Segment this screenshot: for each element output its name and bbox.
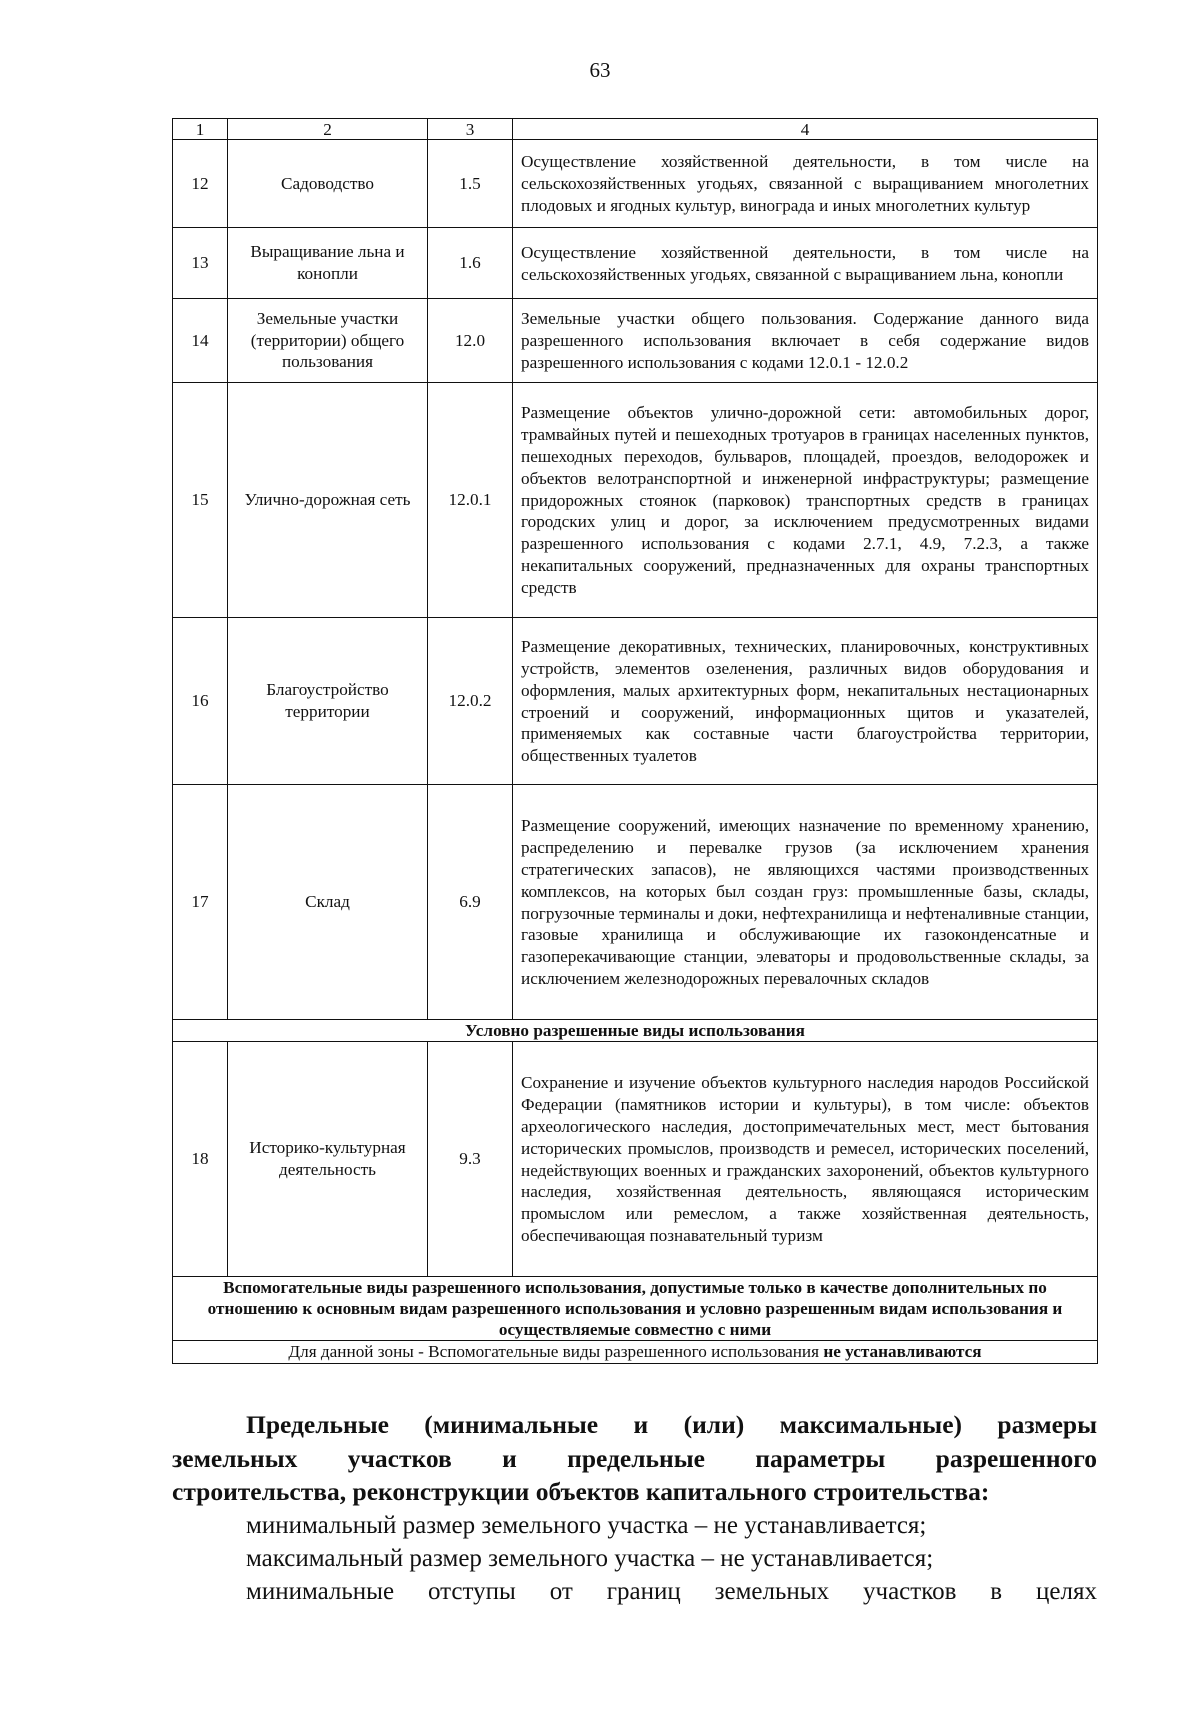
row-number: 13: [173, 228, 228, 299]
table-row: [173, 618, 1098, 785]
use-description: Размещение сооружений, имеющих назначение по временному хранению, распределению и перевалке грузов (за исключением хранения стратегических запасов), не являющихся частями производственных комплексов, на которых был создан груз: промышленные базы, склады, погрузочные терминалы и доки, нефтехранилища и нефтеналивные станции, газовые хранилища и обслуживающие их газоконденсатные и газоперекачивающие станции, элеваторы и продовольственные склады, за исключением железнодорожных перевалочных складов: [513, 785, 1098, 1020]
use-code: 1.5: [428, 140, 513, 228]
text-line: минимальный размер земельного участка – не устанавливается;: [246, 1511, 927, 1539]
use-description: Осуществление хозяйственной деятельности, в том числе на сельскохозяйственных угодьях, связанной с выращиванием льна, конопли: [513, 228, 1098, 299]
use-description: Осуществление хозяйственной деятельности, в том числе на сельскохозяйственных угодьях, связанной с выращиванием многолетних плодовых и ягодных культур, винограда и иных многолетних культур: [513, 140, 1098, 228]
use-code: 1.6: [428, 228, 513, 299]
use-code: 6.9: [428, 785, 513, 1020]
use-description: Сохранение и изучение объектов культурного наследия народов Российской Федерации (памятников истории и культуры), в том числе: объектов археологического наследия, достопримечательных мест, мест бытования исторических промыслов, производств и ремесел, исторических поселений, недействующих военных и гражданских захоронений, объектов культурного наследия, хозяйственная деятельность, являющаяся историческим промыслом или ремеслом, а также хозяйственная деятельность, обеспечивающая познавательный туризм: [513, 1042, 1098, 1277]
use-name: Выращивание льна и конопли: [228, 228, 428, 299]
row-number: 17: [173, 785, 228, 1020]
table-row: [173, 228, 1098, 299]
section-heading-line: Предельные (минимальные и (или) максимальные) размеры: [246, 1410, 1097, 1439]
row-number: 18: [173, 1042, 228, 1277]
table-row: [173, 140, 1098, 228]
table-row: [173, 299, 1098, 383]
permitted-use-table: [172, 118, 1098, 1364]
use-name: Склад: [228, 785, 428, 1020]
auxiliary-uses-title: Вспомогательные виды разрешенного использования, допустимые только в качестве дополнительных по отношению к основным видам разрешенного использования и условно разрешенным видам использования и осуществляемые совместно с ними: [173, 1277, 1098, 1341]
header-col-4: 4: [513, 119, 1098, 140]
header-col-1: 1: [173, 119, 228, 140]
limits-section: [172, 1408, 1097, 1608]
use-name: Историко-культурная деятельность: [228, 1042, 428, 1277]
auxiliary-uses-note: [173, 1341, 1098, 1364]
page-number: 63: [589, 58, 611, 82]
use-description: Земельные участки общего пользования. Содержание данного вида разрешенного использования включает в себя содержание видов разрешенного использования с кодами 12.0.1 - 12.0.2: [513, 299, 1098, 383]
use-code: 12.0.2: [428, 618, 513, 785]
table-row: [173, 785, 1098, 1020]
section-heading: [172, 1408, 1097, 1509]
use-code: 9.3: [428, 1042, 513, 1277]
text-line: минимальные отступы от границ земельных участков в целях: [246, 1577, 1097, 1605]
text-line: максимальный размер земельного участка – не устанавливается;: [246, 1544, 934, 1572]
use-code: 12.0.1: [428, 383, 513, 618]
use-name: Садоводство: [228, 140, 428, 228]
row-number: 15: [173, 383, 228, 618]
row-number: 16: [173, 618, 228, 785]
auxiliary-note-main: Вспомогательные виды разрешенного использования: [428, 1342, 824, 1361]
use-name: Земельные участки (территории) общего пользования: [228, 299, 428, 383]
table-row: [173, 1042, 1098, 1277]
row-number: 14: [173, 299, 228, 383]
auxiliary-uses-header-row: [173, 1277, 1098, 1341]
table-header-row: [173, 119, 1098, 140]
use-description: Размещение декоративных, технических, планировочных, конструктивных устройств, элементов озеленения, различных видов оборудования и оформления, малых архитектурных форм, некапитальных нестационарных строений и сооружений, информационных щитов и указателей, применяемых как составные части благоустройства территории, общественных туалетов: [513, 618, 1098, 785]
table-row: [173, 383, 1098, 618]
auxiliary-uses-note-row: [173, 1341, 1098, 1364]
row-number: 12: [173, 140, 228, 228]
conditional-uses-header-row: [173, 1020, 1098, 1042]
header-col-3: 3: [428, 119, 513, 140]
header-col-2: 2: [228, 119, 428, 140]
use-code: 12.0: [428, 299, 513, 383]
limits-text: [172, 1509, 1097, 1608]
use-description: Размещение объектов улично-дорожной сети: автомобильных дорог, трамвайных путей и пешеходных тротуаров в границах населенных пунктов, пешеходных переходов, бульваров, площадей, проездов, велодорожек и объектов велотранспортной и инженерной инфраструктуры; размещение придорожных стоянок (парковок) транспортных средств в границах городских улиц и дорог, за исключением предусмотренных видами разрешенного использования с кодами 2.7.1, 4.9, 7.2.3, а также некапитальных сооружений, предназначенных для охраны транспортных средств: [513, 383, 1098, 618]
section-heading-line: строительства, реконструкции объектов капитального строительства:: [172, 1477, 990, 1506]
auxiliary-note-bold: не устанавливаются: [823, 1342, 982, 1361]
section-heading-line: земельных участков и предельные параметры разрешенного: [172, 1443, 1097, 1473]
use-name: Благоустройство территории: [228, 618, 428, 785]
conditional-uses-title: Условно разрешенные виды использования: [173, 1020, 1098, 1042]
auxiliary-note-prefix: Для данной зоны -: [288, 1342, 429, 1361]
use-name: Улично-дорожная сеть: [228, 383, 428, 618]
